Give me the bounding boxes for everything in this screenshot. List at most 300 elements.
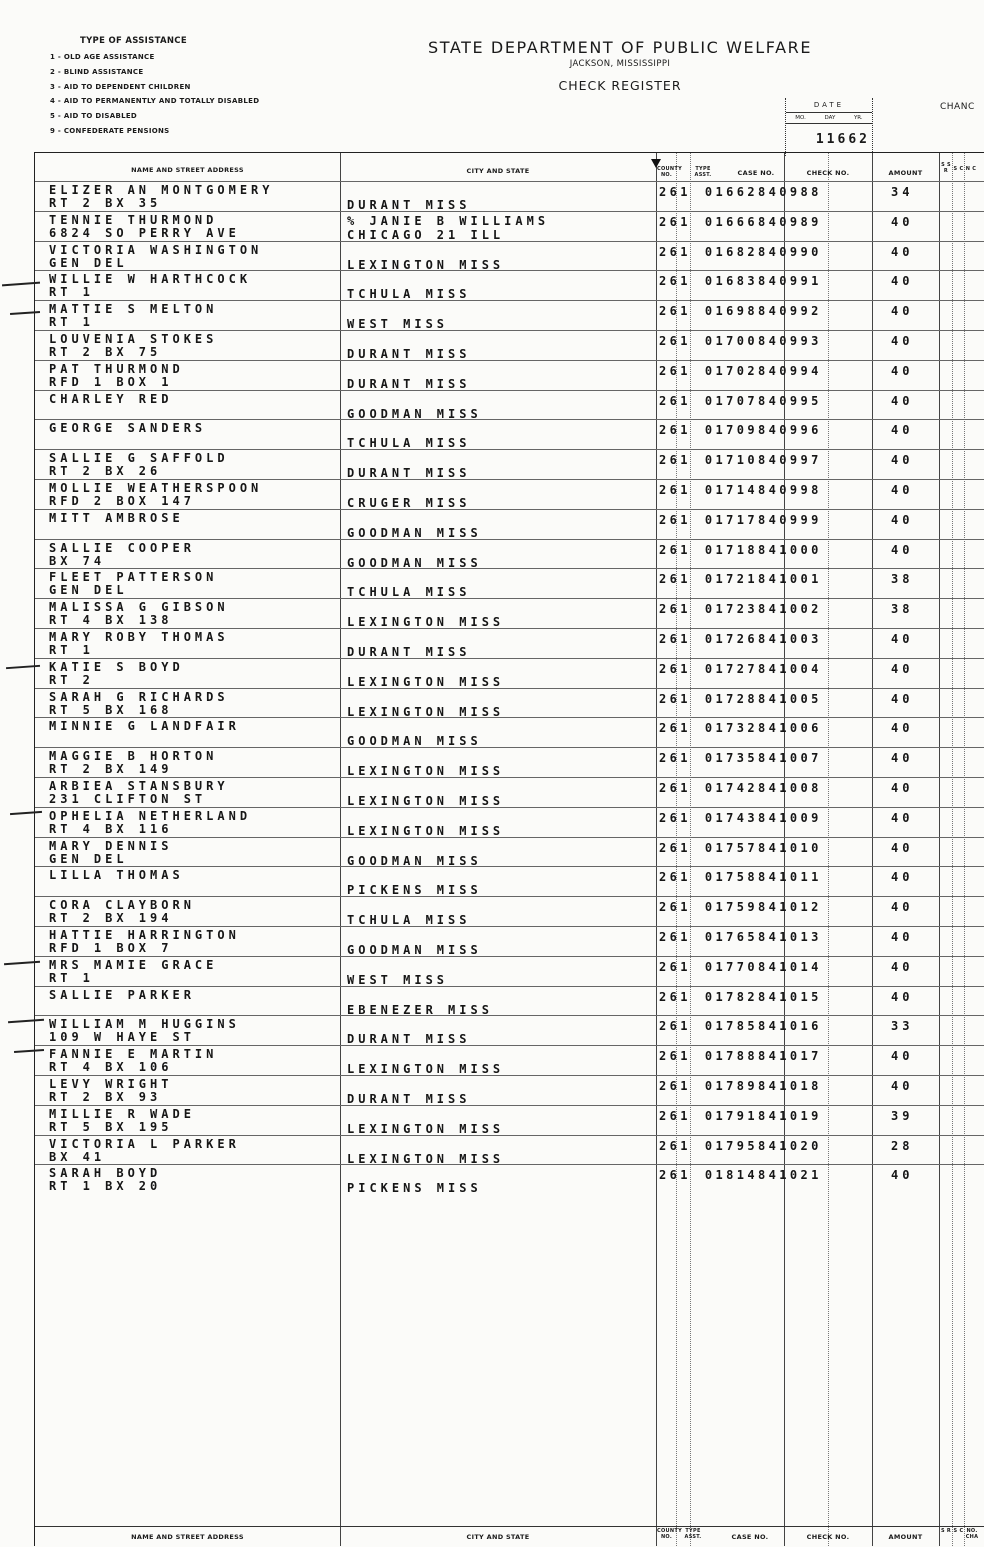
type-asst: 1 — [680, 691, 691, 706]
amount: 40 — [891, 721, 914, 736]
case-no: 01709 — [704, 423, 758, 438]
city-state: TCHULA MISS — [347, 436, 471, 451]
county-no: 26 — [659, 214, 681, 229]
check-no: 840993 — [758, 334, 822, 348]
check-no: 840998 — [758, 483, 822, 497]
payee-address: RT 2 BX 26 — [49, 464, 162, 479]
amount: 40 — [891, 334, 914, 348]
payee-address: BX 74 — [49, 553, 106, 568]
check-no: 841000 — [758, 542, 822, 557]
payee-name: MILLIE R WADE — [49, 1106, 195, 1121]
date-mo-label: MO. — [795, 115, 806, 121]
payee-address: GEN DEL — [49, 583, 128, 598]
case-no: 01683 — [704, 274, 758, 289]
type-asst: 1 — [680, 1108, 691, 1123]
amount: 40 — [891, 781, 914, 795]
payment-codes — [659, 1109, 822, 1123]
case-no: 01728 — [704, 691, 758, 706]
table-row — [35, 479, 984, 510]
payee-address: RT 2 — [49, 672, 94, 687]
payment-codes — [659, 692, 822, 706]
payee-name: MAGGIE B HORTON — [49, 749, 218, 764]
check-no: 841015 — [758, 989, 822, 1004]
city-state: GOODMAN MISS — [347, 853, 482, 868]
amount: 40 — [891, 900, 914, 915]
city-state: GOODMAN MISS — [347, 943, 482, 957]
check-no: 841009 — [758, 810, 822, 825]
payment-codes — [659, 304, 822, 318]
payee-name: SALLIE PARKER — [49, 987, 195, 1002]
date-subheader — [786, 112, 872, 124]
table-row — [35, 688, 984, 719]
check-no: 841017 — [758, 1049, 822, 1064]
table-row — [35, 330, 984, 361]
col-header-check: CHECK NO. — [806, 169, 850, 177]
payee-address: RT 1 — [49, 315, 94, 330]
check-no: 841011 — [758, 870, 822, 885]
legend-item: 4 - AID TO PERMANENTLY AND TOTALLY DISABLED — [50, 97, 260, 106]
payee-name: MALISSA G GIBSON — [49, 600, 229, 615]
payment-codes — [659, 781, 822, 795]
county-no: 26 — [659, 453, 681, 468]
footer-s2: S C — [953, 1528, 964, 1534]
payee-name: SARAH BOYD — [49, 1166, 162, 1181]
payment-codes — [659, 334, 822, 348]
payee-name: MATTIE S MELTON — [49, 302, 218, 317]
payment-codes — [659, 245, 822, 259]
county-no: 26 — [659, 274, 681, 289]
city-state: PICKENS MISS — [347, 1181, 482, 1196]
payee-address: RT 1 — [49, 643, 94, 657]
check-no: 840991 — [758, 274, 822, 289]
payment-codes — [659, 513, 822, 527]
table-row — [35, 1045, 984, 1076]
table-row — [35, 419, 984, 450]
city-state: DURANT MISS — [347, 466, 471, 481]
payee-name: MINNIE G LANDFAIR — [49, 719, 240, 734]
payment-codes — [659, 274, 822, 288]
city-state: GOODMAN MISS — [347, 734, 482, 749]
case-no: 01765 — [704, 930, 758, 944]
payee-name: SARAH G RICHARDS — [49, 689, 229, 704]
payment-codes — [659, 543, 822, 557]
city-state: LEXINGTON MISS — [347, 674, 505, 689]
case-no: 01795 — [704, 1138, 758, 1153]
city-state: LEXINGTON MISS — [347, 1062, 505, 1077]
case-no: 01707 — [704, 393, 758, 408]
payee-address: RT 4 BX 138 — [49, 613, 173, 628]
county-no: 26 — [659, 959, 681, 974]
table-row — [35, 241, 984, 272]
case-no: 01666 — [704, 214, 758, 229]
city-state: DURANT MISS — [347, 1092, 471, 1106]
payee-address: 109 W HAYE ST — [49, 1030, 195, 1045]
city-state: LEXINGTON MISS — [347, 1121, 505, 1136]
col-header-city: CITY AND STATE — [466, 167, 530, 175]
amount: 40 — [891, 542, 914, 557]
city-state: LEXINGTON MISS — [347, 257, 505, 272]
county-no: 26 — [659, 1168, 681, 1183]
payee-name: MARY ROBY THOMAS — [49, 630, 229, 644]
type-asst: 1 — [680, 930, 691, 944]
payee-address: RT 2 BX 35 — [49, 196, 162, 210]
amount: 40 — [891, 1168, 914, 1183]
check-no: 841007 — [758, 751, 822, 766]
table-row — [35, 717, 984, 748]
county-no: 26 — [659, 840, 681, 855]
city-state: GOODMAN MISS — [347, 555, 482, 570]
county-no: 26 — [659, 870, 681, 885]
amount: 34 — [891, 185, 914, 199]
amount: 40 — [891, 1079, 914, 1093]
county-no: 26 — [659, 542, 681, 557]
date-label: DATE — [813, 101, 845, 109]
payment-codes — [659, 632, 822, 646]
amount: 40 — [891, 1049, 914, 1064]
table-row — [35, 539, 984, 570]
page-subtitle: JACKSON, MISSISSIPPI — [569, 59, 671, 69]
case-no: 01743 — [704, 810, 758, 825]
legend-item: 2 - BLIND ASSISTANCE — [50, 67, 144, 76]
amount: 38 — [891, 572, 914, 587]
payee-name: FLEET PATTERSON — [49, 570, 218, 585]
case-no: 01721 — [704, 572, 758, 587]
check-no: 840997 — [758, 453, 822, 468]
payee-address: RT 5 BX 168 — [49, 702, 173, 717]
check-no: 841019 — [758, 1108, 822, 1123]
amount: 33 — [891, 1019, 914, 1034]
city-state: LEXINGTON MISS — [347, 794, 505, 808]
payee-name: LEVY WRIGHT — [49, 1077, 173, 1091]
table-row — [35, 568, 984, 599]
type-asst: 1 — [680, 1138, 691, 1153]
payee-name: VICTORIA L PARKER — [49, 1136, 240, 1151]
amount: 40 — [891, 870, 914, 885]
type-asst: 1 — [680, 721, 691, 736]
city-state: LEXINGTON MISS — [347, 764, 505, 779]
date-yr-label: YR. — [853, 115, 863, 121]
col-header-type: TYPE ASST. — [694, 166, 712, 178]
amount: 40 — [891, 244, 914, 259]
payee-address: RFD 2 BOX 147 — [49, 494, 195, 508]
check-no: 841016 — [758, 1019, 822, 1034]
type-asst: 1 — [680, 423, 691, 438]
payment-codes — [659, 841, 822, 855]
amount: 40 — [891, 274, 914, 289]
case-no: 01682 — [704, 244, 758, 259]
type-asst: 1 — [680, 185, 691, 199]
county-no: 26 — [659, 512, 681, 527]
payee-name: CORA CLAYBORN — [49, 898, 195, 913]
payee-name: LOUVENIA STOKES — [49, 332, 218, 346]
table-row — [35, 211, 984, 242]
amount: 40 — [891, 751, 914, 766]
type-asst: 1 — [680, 214, 691, 229]
county-no: 26 — [659, 930, 681, 944]
table-row — [35, 390, 984, 421]
payment-codes — [659, 930, 822, 944]
table-row — [35, 300, 984, 331]
city-state: LEXINGTON MISS — [347, 1151, 505, 1166]
payee-address: GEN DEL — [49, 851, 128, 866]
city-state: WEST MISS — [347, 317, 449, 332]
payee-name: SALLIE COOPER — [49, 540, 195, 555]
payee-address: RT 1 — [49, 970, 94, 985]
check-no: 840999 — [758, 512, 822, 527]
col-header-s2: S C — [953, 166, 964, 172]
check-no: 840990 — [758, 244, 822, 259]
legend-item: 3 - AID TO DEPENDENT CHILDREN — [50, 82, 191, 91]
table-row — [35, 777, 984, 808]
check-no: 841020 — [758, 1138, 822, 1153]
case-no: 01723 — [704, 602, 758, 617]
payment-codes — [659, 1019, 822, 1033]
type-asst: 1 — [680, 900, 691, 915]
amount: 40 — [891, 989, 914, 1004]
city-state: DURANT MISS — [347, 198, 471, 212]
check-no: 841006 — [758, 721, 822, 736]
payee-address: RFD 1 BOX 1 — [49, 374, 173, 389]
case-no: 01714 — [704, 483, 758, 497]
city-state: DURANT MISS — [347, 347, 471, 361]
case-no: 01698 — [704, 304, 758, 319]
payee-name: VICTORIA WASHINGTON — [49, 242, 263, 257]
payment-codes — [659, 394, 822, 408]
city-state: CRUGER MISS — [347, 496, 471, 510]
case-no: 01789 — [704, 1079, 758, 1093]
city-state: LEXINGTON MISS — [347, 704, 505, 719]
case-no: 01662 — [704, 185, 758, 199]
payment-codes — [659, 1168, 822, 1182]
payee-name: MITT AMBROSE — [49, 510, 184, 525]
type-asst: 1 — [680, 363, 691, 378]
payment-codes — [659, 870, 822, 884]
table-row — [35, 926, 984, 957]
case-no: 01785 — [704, 1019, 758, 1034]
table-row — [35, 1105, 984, 1136]
case-no: 01788 — [704, 1049, 758, 1064]
payee-name: FANNIE E MARTIN — [49, 1047, 218, 1062]
type-asst: 1 — [680, 542, 691, 557]
chance-label: CHANC — [940, 102, 975, 112]
county-no: 26 — [659, 363, 681, 378]
table-row — [35, 807, 984, 838]
register-table — [34, 152, 984, 1546]
payee-name: ARBIEA STANSBURY — [49, 779, 229, 793]
table-row — [35, 986, 984, 1017]
amount: 40 — [891, 810, 914, 825]
payee-name: WILLIE W HARTHCOCK — [49, 272, 252, 287]
payee-address: BX 41 — [49, 1149, 106, 1164]
type-asst: 1 — [680, 959, 691, 974]
amount: 40 — [891, 691, 914, 706]
payment-codes — [659, 572, 822, 586]
case-no: 01717 — [704, 512, 758, 527]
county-no: 26 — [659, 1019, 681, 1034]
payee-address: RT 2 BX 93 — [49, 1090, 162, 1104]
amount: 40 — [891, 214, 914, 229]
check-no: 840988 — [758, 185, 822, 199]
check-no: 841005 — [758, 691, 822, 706]
col-header-name: NAME AND STREET ADDRESS — [131, 166, 244, 174]
type-asst: 1 — [680, 870, 691, 885]
county-no: 26 — [659, 810, 681, 825]
city-state: EBENEZER MISS — [347, 1002, 493, 1017]
case-no: 01770 — [704, 959, 758, 974]
table-row — [35, 956, 984, 987]
type-asst: 1 — [680, 1049, 691, 1064]
table-row — [35, 628, 984, 659]
table-row — [35, 866, 984, 897]
amount: 40 — [891, 930, 914, 944]
payee-name: ELIZER AN MONTGOMERY — [49, 183, 274, 197]
payee-name: TENNIE THURMOND — [49, 212, 218, 227]
city-state: GOODMAN MISS — [347, 525, 482, 540]
payment-codes — [659, 185, 822, 199]
type-asst: 1 — [680, 632, 691, 646]
amount: 40 — [891, 512, 914, 527]
check-no: 841001 — [758, 572, 822, 587]
county-no: 26 — [659, 1049, 681, 1064]
legend-item: 5 - AID TO DISABLED — [50, 112, 138, 121]
check-no: 841014 — [758, 959, 822, 974]
payee-name: MRS MAMIE GRACE — [49, 957, 218, 972]
city-state: PICKENS MISS — [347, 883, 482, 898]
payment-codes — [659, 1079, 822, 1093]
case-no: 01758 — [704, 870, 758, 885]
amount: 40 — [891, 304, 914, 319]
check-no: 841021 — [758, 1168, 822, 1183]
legend-item: 9 - CONFEDERATE PENSIONS — [50, 126, 170, 135]
city-state: TCHULA MISS — [347, 287, 471, 302]
city-state: DURANT MISS — [347, 1032, 471, 1047]
case-no: 01718 — [704, 542, 758, 557]
county-no: 26 — [659, 185, 681, 199]
case-no: 01732 — [704, 721, 758, 736]
col-header-s3: N C — [965, 166, 977, 172]
amount: 39 — [891, 1108, 914, 1123]
payee-address: RFD 1 BOX 7 — [49, 941, 173, 955]
amount: 40 — [891, 661, 914, 676]
county-no: 26 — [659, 602, 681, 617]
footer-name: NAME AND STREET ADDRESS — [131, 1533, 244, 1541]
amount: 40 — [891, 363, 914, 378]
check-no: 840996 — [758, 423, 822, 438]
table-row — [35, 896, 984, 927]
type-asst: 1 — [680, 602, 691, 617]
footer-amount: AMOUNT — [888, 1533, 923, 1541]
payment-codes — [659, 990, 822, 1004]
page-title: STATE DEPARTMENT OF PUBLIC WELFARE — [427, 38, 813, 57]
payment-codes — [659, 602, 822, 616]
check-no: 841013 — [758, 930, 822, 944]
city-state: TCHULA MISS — [347, 913, 471, 928]
type-asst: 1 — [680, 840, 691, 855]
county-no: 26 — [659, 1108, 681, 1123]
county-no: 26 — [659, 691, 681, 706]
table-row — [35, 360, 984, 391]
amount: 40 — [891, 632, 914, 646]
type-asst: 1 — [680, 393, 691, 408]
type-asst: 1 — [680, 781, 691, 795]
date-value: 11662 — [815, 132, 870, 147]
assistance-legend — [50, 36, 259, 139]
amount: 38 — [891, 602, 914, 617]
type-asst: 1 — [680, 572, 691, 587]
footer-type: TYPE ASST. — [684, 1528, 702, 1540]
county-no: 26 — [659, 304, 681, 319]
table-row — [35, 747, 984, 778]
type-asst: 1 — [680, 810, 691, 825]
footer-s1: S R — [940, 1528, 952, 1534]
check-no: 840989 — [758, 214, 822, 229]
table-row — [35, 598, 984, 629]
payee-address: RT 5 BX 195 — [49, 1119, 173, 1134]
check-no: 840992 — [758, 304, 822, 319]
check-no: 841004 — [758, 661, 822, 676]
city-state: DURANT MISS — [347, 645, 471, 659]
payee-address: RT 4 BX 116 — [49, 821, 173, 836]
amount: 28 — [891, 1138, 914, 1153]
payee-name: OPHELIA NETHERLAND — [49, 808, 252, 823]
payee-address: RT 2 BX 194 — [49, 911, 173, 926]
payee-name: LILLA THOMAS — [49, 868, 184, 883]
type-asst: 1 — [680, 453, 691, 468]
payee-name: MOLLIE WEATHERSPOON — [49, 481, 263, 495]
payee-address: RT 2 BX 149 — [49, 762, 173, 777]
payment-codes — [659, 215, 822, 229]
payment-codes — [659, 423, 822, 437]
amount: 40 — [891, 959, 914, 974]
footer-case: CASE NO. — [731, 1533, 769, 1541]
city-state: CHICAGO 21 ILL — [347, 227, 505, 242]
payment-codes — [659, 900, 822, 914]
payment-codes — [659, 662, 822, 676]
payee-address: RT 1 BX 20 — [49, 1179, 162, 1194]
table-row — [35, 181, 984, 212]
table-row — [35, 1164, 984, 1195]
type-asst: 1 — [680, 1079, 691, 1093]
payment-codes — [659, 1139, 822, 1153]
table-row — [35, 449, 984, 480]
county-no: 26 — [659, 1079, 681, 1093]
payee-address: RT 2 BX 75 — [49, 345, 162, 359]
county-no: 26 — [659, 423, 681, 438]
county-no: 26 — [659, 572, 681, 587]
payee-name: HATTIE HARRINGTON — [49, 928, 240, 942]
table-footer — [35, 1526, 984, 1547]
county-no: 26 — [659, 989, 681, 1004]
city-state: GOODMAN MISS — [347, 406, 482, 421]
payee-name: SALLIE G SAFFOLD — [49, 451, 229, 466]
table-row — [35, 1075, 984, 1106]
county-no: 26 — [659, 393, 681, 408]
col-header-amount: AMOUNT — [888, 169, 923, 177]
case-no: 01700 — [704, 334, 758, 348]
payment-codes — [659, 811, 822, 825]
type-asst: 1 — [680, 334, 691, 348]
amount: 40 — [891, 423, 914, 438]
table-row — [35, 1135, 984, 1166]
payment-codes — [659, 364, 822, 378]
date-day-label: DAY — [824, 115, 836, 121]
county-no: 26 — [659, 900, 681, 915]
payee-name: WILLIAM M HUGGINS — [49, 1017, 240, 1032]
footer-county: COUNTY NO. — [657, 1528, 682, 1540]
case-no: 01814 — [704, 1168, 758, 1183]
county-no: 26 — [659, 1138, 681, 1153]
amount: 40 — [891, 840, 914, 855]
